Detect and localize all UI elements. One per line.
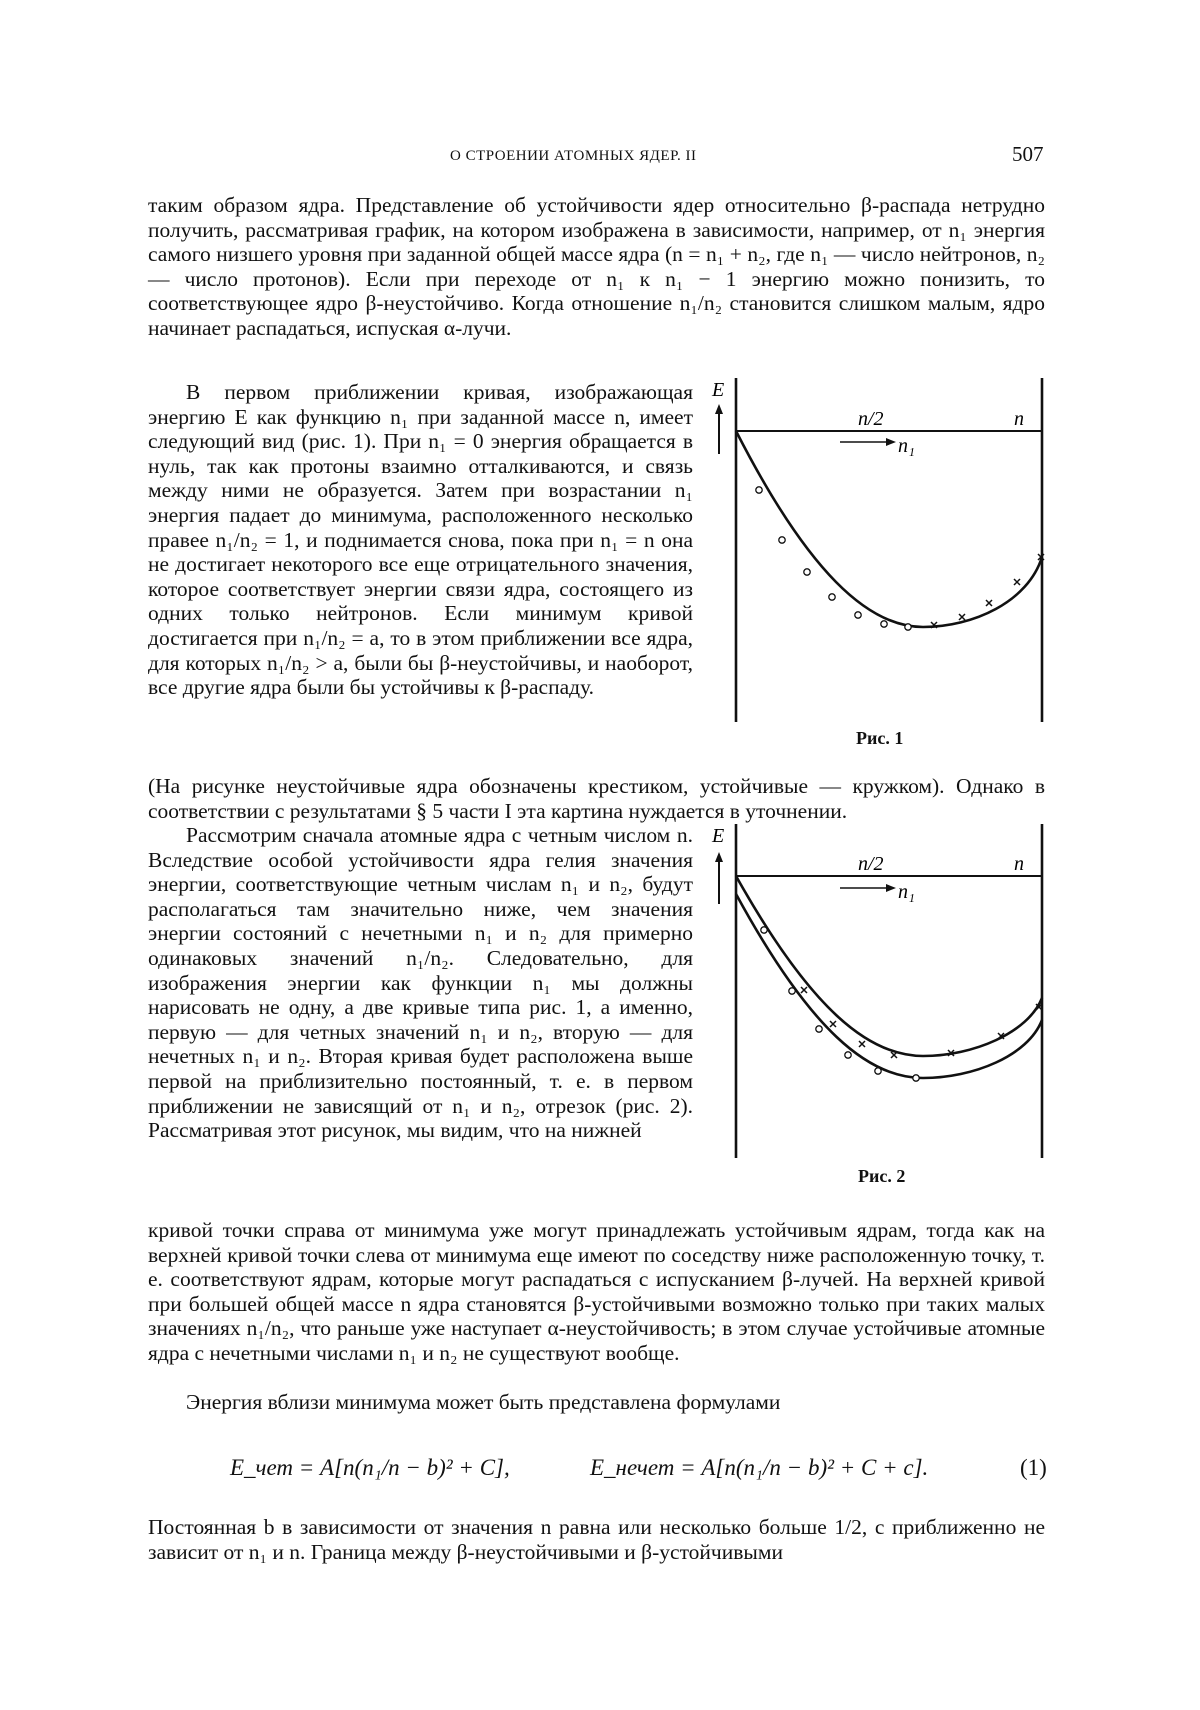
unstable-nucleus-marker: [801, 987, 807, 993]
stable-nucleus-marker: [881, 621, 887, 627]
paragraph-2-tail-text: (На рисунке неустойчивые ядра обозначены крестиком, устойчивые — кружком). Однако в соответствии с результатами § 5 части I эта картина нуждается в уточнении.: [148, 774, 1045, 823]
paragraph-5: [148, 1515, 1045, 1564]
stable-nucleus-marker: [804, 569, 810, 575]
stable-nuclei-markers: [761, 927, 919, 1081]
energy-arrow-head: [715, 404, 723, 414]
n1-arrow-head: [886, 884, 896, 892]
unstable-nucleus-marker: [830, 1021, 836, 1027]
total-mass-label: n: [1014, 853, 1024, 875]
stable-nucleus-marker: [855, 612, 861, 618]
energy-arrow-head: [715, 852, 723, 862]
paragraph-2-text: В первом приближении кривая, изображающая энергию E как функцию n₁ при заданной массе n, имеет следующий вид (рис. 1). При n₁ = 0 энергия обращается в нуль, так как протоны взаимно отталкиваются, и связь между ними не образуется. Затем при возрастании n₁ энергия падает до минимума, расположенного несколько правее n₁/n₂ = 1, и поднимается снова, пока при n₁ = n она не достигает некоторого все еще отрицательного значения, которое соответствует энергии связи ядра, состоящего из одних только нейтронов. Если минимум кривой достигается при n₁/n₂ = a, то в этом приближении все ядра, для которых n₁/n₂ > a, были бы β-неустойчивы, и наоборот, все другие ядра были бы устойчивы к β-распаду.: [148, 380, 693, 700]
figure-1: [712, 379, 1058, 752]
unstable-nucleus-marker: [1014, 579, 1020, 585]
paragraph-3-tail-text: кривой точки справа от минимума уже могут принадлежать устойчивым ядрам, тогда как на верхней кривой точки слева от минимума еще имеют по соседству ниже расположенную точку, т. е. соответствуют ядрам, которые могут распадаться с испусканием β-лучей. На верхней кривой при большей общей массе n ядра становятся β-устойчивыми возможно только при таких малых значениях n₁/n₂, что раньше уже наступает α-неустойчивость; в этом случае устойчивые атомные ядра с нечетными числами n₁ и n₂ не существуют вообще.: [148, 1218, 1045, 1365]
paragraph-1: [148, 193, 1045, 341]
stable-nucleus-marker: [829, 594, 835, 600]
paragraph-3-tail: [148, 1218, 1045, 1366]
stable-nucleus-marker: [761, 927, 767, 933]
paragraph-2: [148, 380, 693, 700]
formula-odd: E_нечет = A[n(n₁/n − b)² + C + c].: [590, 1455, 929, 1480]
energy-curve: [736, 431, 1042, 627]
stable-nucleus-marker: [816, 1026, 822, 1032]
total-mass-label: n: [1014, 408, 1024, 430]
page-number: 507: [1012, 142, 1044, 166]
formula-number: (1): [1020, 1455, 1047, 1480]
odd-nuclei-curve: [736, 876, 1042, 1056]
stable-nucleus-marker: [875, 1068, 881, 1074]
paragraph-1-text: таким образом ядра. Представление об устойчивости ядер относительно β-распада нетрудно получить, рассматривая график, на котором изображена в зависимости, например, от n₁ энергия самого низшего уровня при заданной общей массе ядра (n = n₁ + n₂, где n₁ — число нейтронов, n₂ — число протонов). Если при переходе от n₁ к n₁ − 1 энергию можно понизить, то соответствующее ядро β-неустойчиво. Когда отношение n₁/n₂ становится слишком малым, ядро начинает распадаться, испуская α-лучи.: [148, 193, 1045, 340]
unstable-nucleus-marker: [986, 600, 992, 606]
formula-1: [230, 1455, 1060, 1505]
n1-label: n₁: [898, 881, 915, 903]
unstable-nucleus-marker: [891, 1052, 897, 1058]
unstable-nucleus-marker: [859, 1041, 865, 1047]
half-mass-label: n/2: [858, 408, 884, 430]
stable-nucleus-marker: [789, 988, 795, 994]
figure-1-caption: Рис. 1: [856, 728, 904, 748]
figure-2: [712, 825, 1058, 1188]
unstable-nuclei-markers: [931, 554, 1044, 628]
figure-2-diagram: [712, 825, 1058, 1188]
paragraph-3: [148, 823, 693, 1143]
figure-2-caption: Рис. 2: [858, 1166, 906, 1186]
paragraph-2-tail: [148, 774, 1045, 823]
energy-axis-label: E: [712, 825, 725, 847]
paragraph-3-text: Рассмотрим сначала атомные ядра с четным числом n. Вследствие особой устойчивости ядра гелия значения энергии, соответствующие четным числам n₁ и n₂, будут располагаться там значительно ниже, чем значения энергии состояний с нечетными n₁ и n₂ для примерно одинаковых значений n₁/n₂. Следовательно, для изображения энергии как функции n₁ мы должны нарисовать не одну, а две кривые типа рис. 1, а именно, первую — для четных значений n₁ и n₂, вторую — для нечетных n₁ и n₂. Вторая кривая будет расположена выше первой на приблизительно постоянный, т. е. в первом приближении не зависящий от n₁ и n₂, отрезок (рис. 2). Рассматривая этот рисунок, мы видим, что на нижней: [148, 823, 693, 1143]
figure-1-diagram: [712, 379, 1058, 752]
stable-nucleus-marker: [905, 624, 911, 630]
n1-label: n₁: [898, 435, 915, 457]
stable-nucleus-marker: [845, 1052, 851, 1058]
half-mass-label: n/2: [858, 853, 884, 875]
unstable-nucleus-marker: [959, 614, 965, 620]
stable-nucleus-marker: [913, 1075, 919, 1081]
formula-even: E_чет = A[n(n₁/n − b)² + C],: [230, 1455, 510, 1480]
paragraph-4-text: Энергия вблизи минимума может быть представлена формулами: [186, 1390, 781, 1414]
running-title: О СТРОЕНИИ АТОМНЫХ ЯДЕР. II: [450, 148, 697, 164]
paragraph-5-text: Постоянная b в зависимости от значения n равна или несколько больше 1/2, c приближенно не зависит от n₁ и n. Граница между β-неустойчивыми и β-устойчивыми: [148, 1515, 1045, 1564]
n1-arrow-head: [886, 438, 896, 446]
stable-nucleus-marker: [779, 537, 785, 543]
energy-axis-label: E: [712, 379, 725, 401]
unstable-nuclei-markers: [801, 987, 1042, 1058]
paragraph-4: [148, 1390, 1045, 1415]
stable-nucleus-marker: [756, 487, 762, 493]
